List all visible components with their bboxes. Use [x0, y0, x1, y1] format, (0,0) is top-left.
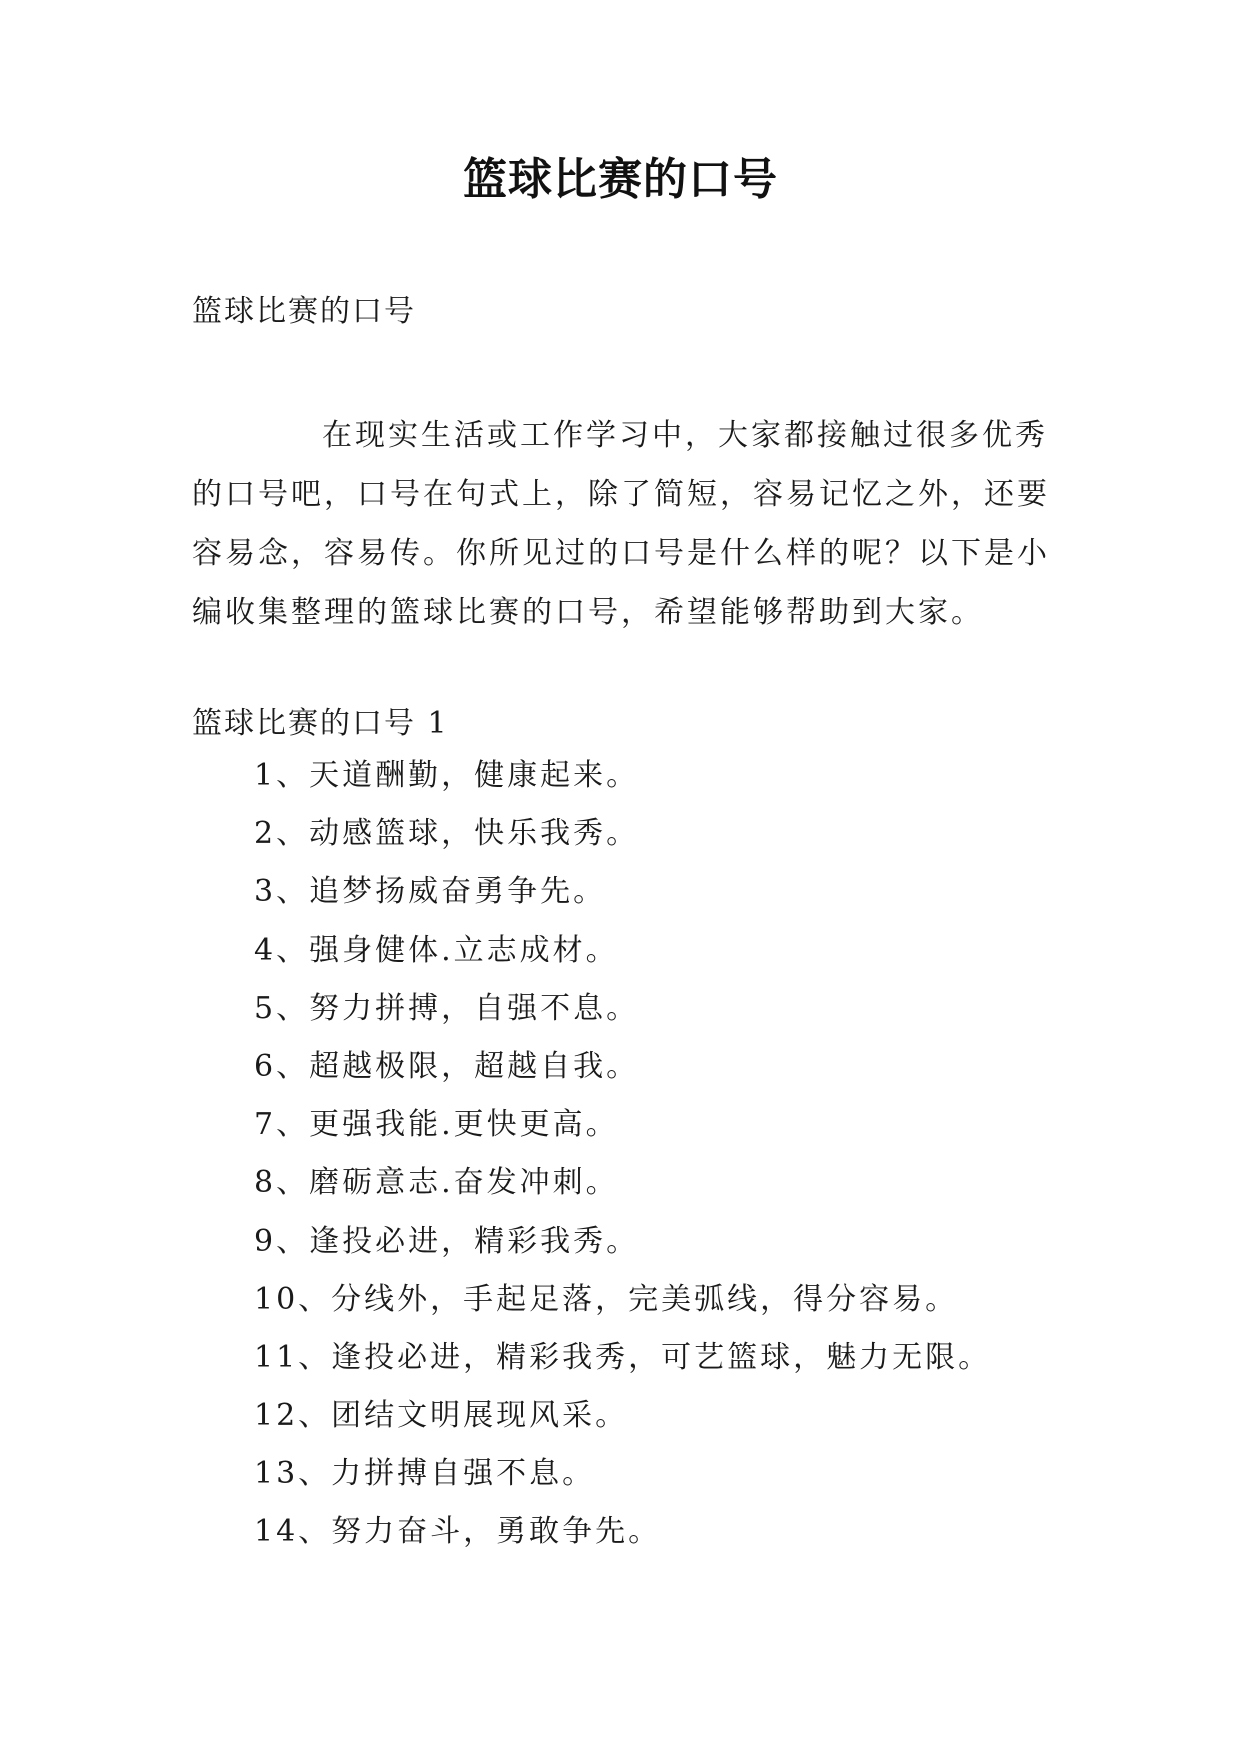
slogan-item: 5、努力拼搏，自强不息。	[254, 990, 640, 1026]
slogan-item: 7、更强我能.更快更高。	[254, 1107, 619, 1143]
slogan-item: 11、逢投必进，精彩我秀，可艺篮球，魅力无限。	[254, 1339, 992, 1375]
slogan-item: 1、天道酬勤，健康起来。	[254, 758, 640, 793]
intro-paragraph: 在现实生活或工作学习中，大家都接触过很多优秀的口号吧，口号在句式上，除了简短，容易记忆之外，还要容易念，容易传。你所见过的口号是什么样的呢？以下是小编收集整理的篮球比赛的口号，希望能够帮助到大家。	[192, 418, 1050, 630]
slogan-item: 14、努力奋斗，勇敢争先。	[254, 1514, 662, 1550]
slogan-item: 9、逢投必进，精彩我秀。	[254, 1223, 640, 1259]
section-heading: 篮球比赛的口号 1	[192, 706, 449, 741]
slogan-item: 13、力拼搏自强不息。	[254, 1456, 596, 1492]
slogan-item: 2、动感篮球，快乐我秀。	[254, 816, 640, 852]
slogan-item: 4、强身健体.立志成材。	[254, 932, 619, 968]
document-subheading: 篮球比赛的口号	[192, 294, 416, 329]
slogan-item: 6、超越极限，超越自我。	[254, 1048, 640, 1084]
slogan-list	[254, 756, 991, 1571]
slogan-item: 10、分线外，手起足落，完美弧线，得分容易。	[254, 1281, 959, 1317]
slogan-item: 12、团结文明展现风采。	[254, 1398, 629, 1434]
slogan-item: 8、磨砺意志.奋发冲刺。	[254, 1165, 619, 1201]
slogan-item: 3、追梦扬威奋勇争先。	[254, 874, 607, 910]
document-title: 篮球比赛的口号	[463, 154, 778, 205]
